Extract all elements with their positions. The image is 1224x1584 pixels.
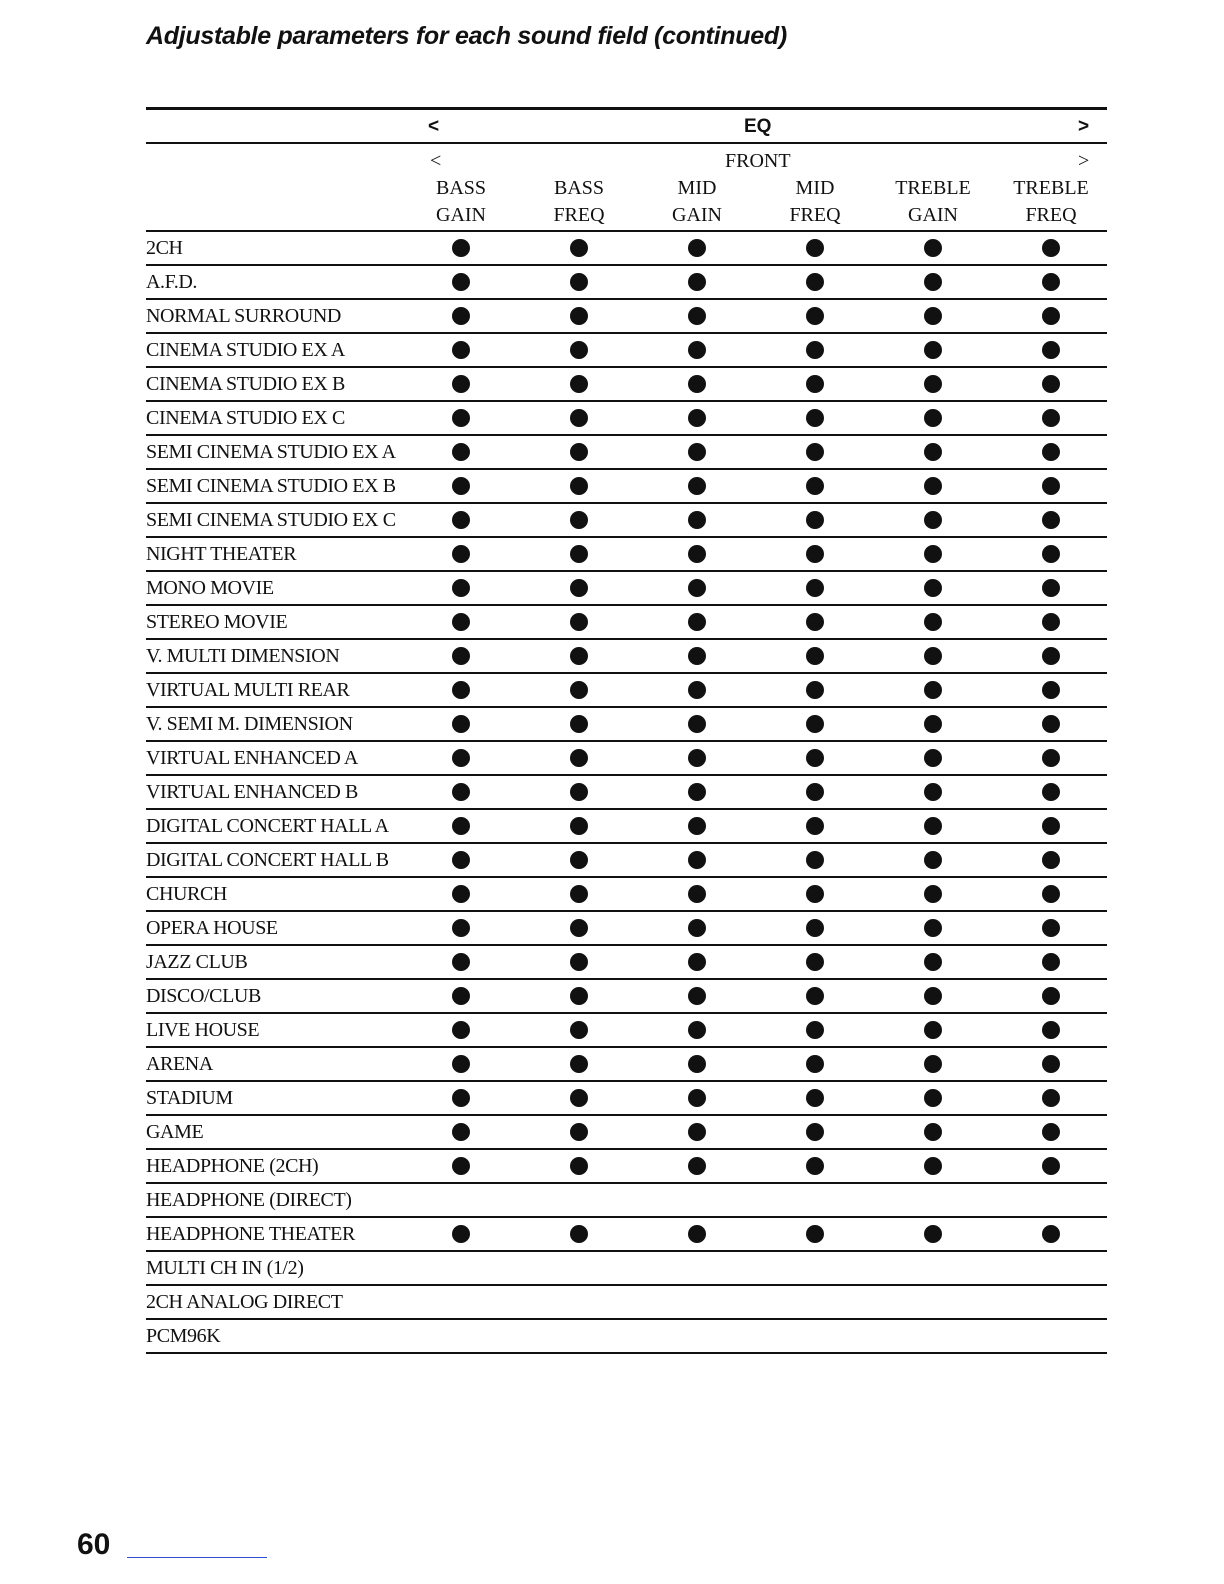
eq-header-row [146,110,1107,142]
adjustable-dot-icon [924,273,942,291]
sound-field-name: STADIUM [146,1087,233,1109]
adjustable-dot-icon [688,443,706,461]
adjustable-dot-icon [570,511,588,529]
adjustable-dot-icon [1042,375,1060,393]
adjustable-dot-icon [806,1157,824,1175]
adjustable-dot-icon [688,885,706,903]
adjustable-dot-icon [1042,851,1060,869]
adjustable-dot-icon [924,919,942,937]
sound-field-name: V. MULTI DIMENSION [146,645,340,667]
adjustable-dot-icon [1042,1055,1060,1073]
adjustable-dot-icon [570,477,588,495]
adjustable-dot-icon [924,817,942,835]
adjustable-dot-icon [452,715,470,733]
adjustable-dot-icon [688,783,706,801]
adjustable-dot-icon [924,1157,942,1175]
table-row [146,232,1107,266]
adjustable-dot-icon [688,613,706,631]
adjustable-dot-icon [688,511,706,529]
table-row [146,470,1107,504]
adjustable-dot-icon [570,1157,588,1175]
adjustable-dot-icon [452,239,470,257]
adjustable-dot-icon [452,749,470,767]
column-header-line2: FREQ [789,204,841,226]
adjustable-dot-icon [806,715,824,733]
adjustable-dot-icon [688,1157,706,1175]
adjustable-dot-icon [924,341,942,359]
column-header-line1: TREBLE [895,177,971,199]
table-row [146,1150,1107,1184]
adjustable-dot-icon [806,681,824,699]
table-row [146,1116,1107,1150]
adjustable-dot-icon [570,1089,588,1107]
adjustable-dot-icon [688,273,706,291]
adjustable-dot-icon [570,851,588,869]
adjustable-dot-icon [924,987,942,1005]
table-row [146,266,1107,300]
sound-field-name: VIRTUAL ENHANCED B [146,781,358,803]
sound-field-name: OPERA HOUSE [146,917,278,939]
adjustable-dot-icon [924,1225,942,1243]
adjustable-dot-icon [1042,511,1060,529]
adjustable-dot-icon [1042,273,1060,291]
adjustable-dot-icon [570,579,588,597]
adjustable-dot-icon [1042,409,1060,427]
adjustable-dot-icon [452,1225,470,1243]
adjustable-dot-icon [1042,613,1060,631]
table-row [146,402,1107,436]
column-header-line1: MID [795,177,835,199]
adjustable-dot-icon [806,647,824,665]
adjustable-dot-icon [806,987,824,1005]
adjustable-dot-icon [452,511,470,529]
sound-field-name: DIGITAL CONCERT HALL A [146,815,389,837]
adjustable-dot-icon [1042,545,1060,563]
adjustable-dot-icon [570,647,588,665]
sound-field-name: 2CH ANALOG DIRECT [146,1291,343,1313]
adjustable-dot-icon [570,681,588,699]
adjustable-dot-icon [1042,987,1060,1005]
adjustable-dot-icon [688,1089,706,1107]
sound-field-name: DISCO/CLUB [146,985,261,1007]
column-header [874,175,992,229]
adjustable-dot-icon [806,1123,824,1141]
adjustable-dot-icon [806,851,824,869]
adjustable-dot-icon [1042,1157,1060,1175]
front-label: FRONT [725,150,791,172]
adjustable-dot-icon [806,749,824,767]
adjustable-dot-icon [806,783,824,801]
adjustable-dot-icon [924,681,942,699]
sound-field-name: MULTI CH IN (1/2) [146,1257,304,1279]
adjustable-dot-icon [1042,443,1060,461]
parameters-table [146,107,1107,1354]
adjustable-dot-icon [1042,715,1060,733]
table-row [146,912,1107,946]
adjustable-dot-icon [924,1089,942,1107]
adjustable-dot-icon [452,987,470,1005]
sound-field-name: DIGITAL CONCERT HALL B [146,849,389,871]
sound-field-name: HEADPHONE THEATER [146,1223,355,1245]
table-row [146,1048,1107,1082]
adjustable-dot-icon [570,987,588,1005]
adjustable-dot-icon [688,545,706,563]
adjustable-dot-icon [1042,647,1060,665]
table-row [146,640,1107,674]
adjustable-dot-icon [806,443,824,461]
adjustable-dot-icon [924,409,942,427]
adjustable-dot-icon [806,579,824,597]
adjustable-dot-icon [806,341,824,359]
adjustable-dot-icon [924,647,942,665]
sound-field-name: NIGHT THEATER [146,543,297,565]
adjustable-dot-icon [688,987,706,1005]
sound-field-name: SEMI CINEMA STUDIO EX B [146,475,396,497]
column-header-line2: FREQ [1025,204,1077,226]
adjustable-dot-icon [688,409,706,427]
adjustable-dot-icon [924,613,942,631]
sound-field-name: CINEMA STUDIO EX B [146,373,345,395]
adjustable-dot-icon [570,613,588,631]
adjustable-dot-icon [1042,477,1060,495]
table-row [146,572,1107,606]
adjustable-dot-icon [452,477,470,495]
adjustable-dot-icon [924,749,942,767]
column-header [402,175,520,229]
adjustable-dot-icon [452,409,470,427]
adjustable-dot-icon [806,477,824,495]
table-row [146,946,1107,980]
table-row [146,606,1107,640]
adjustable-dot-icon [688,1225,706,1243]
adjustable-dot-icon [688,919,706,937]
adjustable-dot-icon [452,1055,470,1073]
sound-field-name: SEMI CINEMA STUDIO EX A [146,441,396,463]
adjustable-dot-icon [806,953,824,971]
adjustable-dot-icon [924,783,942,801]
adjustable-dot-icon [570,443,588,461]
adjustable-dot-icon [806,511,824,529]
column-header [638,175,756,229]
adjustable-dot-icon [924,511,942,529]
eq-left-bracket: < [428,116,440,137]
adjustable-dot-icon [452,647,470,665]
adjustable-dot-icon [570,919,588,937]
adjustable-dot-icon [806,239,824,257]
column-header-line2: FREQ [553,204,605,226]
adjustable-dot-icon [688,375,706,393]
adjustable-dot-icon [806,545,824,563]
adjustable-dot-icon [688,1055,706,1073]
adjustable-dot-icon [570,749,588,767]
adjustable-dot-icon [452,579,470,597]
adjustable-dot-icon [924,545,942,563]
adjustable-dot-icon [688,239,706,257]
adjustable-dot-icon [1042,749,1060,767]
adjustable-dot-icon [452,885,470,903]
adjustable-dot-icon [452,1157,470,1175]
column-header-line1: MID [677,177,717,199]
adjustable-dot-icon [1042,1021,1060,1039]
table-row [146,1286,1107,1320]
adjustable-dot-icon [1042,341,1060,359]
table-row [146,300,1107,334]
adjustable-dot-icon [806,409,824,427]
table-row [146,1184,1107,1218]
adjustable-dot-icon [452,1123,470,1141]
adjustable-dot-icon [452,307,470,325]
adjustable-dot-icon [452,919,470,937]
adjustable-dot-icon [688,681,706,699]
adjustable-dot-icon [806,307,824,325]
adjustable-dot-icon [688,749,706,767]
table-row [146,878,1107,912]
eq-right-bracket: > [1078,116,1090,137]
adjustable-dot-icon [1042,1089,1060,1107]
adjustable-dot-icon [924,307,942,325]
table-row [146,1082,1107,1116]
sound-field-name: LIVE HOUSE [146,1019,260,1041]
adjustable-dot-icon [1042,307,1060,325]
adjustable-dot-icon [1042,919,1060,937]
sound-field-name: HEADPHONE (2CH) [146,1155,319,1177]
adjustable-dot-icon [570,1055,588,1073]
table-row [146,1014,1107,1048]
adjustable-dot-icon [570,1225,588,1243]
sound-field-name: NORMAL SURROUND [146,305,341,327]
adjustable-dot-icon [570,715,588,733]
adjustable-dot-icon [452,375,470,393]
sound-field-name: GAME [146,1121,204,1143]
front-left-bracket: < [430,150,442,172]
adjustable-dot-icon [924,239,942,257]
sound-field-name: MONO MOVIE [146,577,274,599]
sound-field-name: STEREO MOVIE [146,611,288,633]
adjustable-dot-icon [806,375,824,393]
adjustable-dot-icon [924,579,942,597]
adjustable-dot-icon [452,341,470,359]
adjustable-dot-icon [688,477,706,495]
front-right-bracket: > [1078,150,1090,172]
adjustable-dot-icon [570,545,588,563]
adjustable-dot-icon [924,477,942,495]
table-row [146,1252,1107,1286]
table-row [146,810,1107,844]
adjustable-dot-icon [452,783,470,801]
sound-field-name: CINEMA STUDIO EX A [146,339,345,361]
adjustable-dot-icon [452,1021,470,1039]
adjustable-dot-icon [924,953,942,971]
adjustable-dot-icon [1042,681,1060,699]
adjustable-dot-icon [570,239,588,257]
sound-field-name: PCM96K [146,1325,221,1347]
table-row [146,742,1107,776]
eq-label: EQ [744,116,772,137]
adjustable-dot-icon [688,647,706,665]
adjustable-dot-icon [924,1123,942,1141]
column-header-line2: GAIN [436,204,486,226]
adjustable-dot-icon [1042,579,1060,597]
adjustable-dot-icon [452,545,470,563]
adjustable-dot-icon [924,375,942,393]
table-row [146,980,1107,1014]
adjustable-dot-icon [452,613,470,631]
table-row [146,1218,1107,1252]
adjustable-dot-icon [924,885,942,903]
adjustable-dot-icon [806,273,824,291]
column-header-line2: GAIN [672,204,722,226]
adjustable-dot-icon [452,443,470,461]
page-title: Adjustable parameters for each sound field (continued) [146,22,787,50]
sound-field-name: 2CH [146,237,183,259]
adjustable-dot-icon [452,1089,470,1107]
table-row [146,538,1107,572]
adjustable-dot-icon [570,953,588,971]
table-row [146,504,1107,538]
adjustable-dot-icon [806,1225,824,1243]
sound-field-name: VIRTUAL MULTI REAR [146,679,350,701]
adjustable-dot-icon [688,1123,706,1141]
adjustable-dot-icon [1042,783,1060,801]
table-row [146,708,1107,742]
adjustable-dot-icon [1042,953,1060,971]
sound-field-name: ARENA [146,1053,213,1075]
column-header-line2: GAIN [908,204,958,226]
table-row [146,776,1107,810]
adjustable-dot-icon [570,341,588,359]
table-body [146,232,1107,1354]
adjustable-dot-icon [688,341,706,359]
table-row [146,334,1107,368]
adjustable-dot-icon [570,375,588,393]
adjustable-dot-icon [1042,817,1060,835]
adjustable-dot-icon [924,851,942,869]
adjustable-dot-icon [688,307,706,325]
sound-field-name: V. SEMI M. DIMENSION [146,713,353,735]
sound-field-name: CHURCH [146,883,227,905]
adjustable-dot-icon [570,273,588,291]
adjustable-dot-icon [924,1055,942,1073]
adjustable-dot-icon [688,1021,706,1039]
adjustable-dot-icon [688,817,706,835]
adjustable-dot-icon [924,1021,942,1039]
adjustable-dot-icon [452,681,470,699]
adjustable-dot-icon [806,1089,824,1107]
adjustable-dot-icon [452,273,470,291]
adjustable-dot-icon [570,1123,588,1141]
adjustable-dot-icon [806,1021,824,1039]
page-number-rule [127,1557,267,1558]
adjustable-dot-icon [1042,1225,1060,1243]
adjustable-dot-icon [688,851,706,869]
column-header [520,175,638,229]
adjustable-dot-icon [806,919,824,937]
table-row [146,368,1107,402]
sound-field-name: VIRTUAL ENHANCED A [146,747,358,769]
adjustable-dot-icon [688,953,706,971]
table-row [146,844,1107,878]
adjustable-dot-icon [1042,1123,1060,1141]
adjustable-dot-icon [570,1021,588,1039]
column-header [756,175,874,229]
column-header [992,175,1110,229]
adjustable-dot-icon [570,409,588,427]
adjustable-dot-icon [1042,885,1060,903]
adjustable-dot-icon [570,817,588,835]
sound-field-name: JAZZ CLUB [146,951,248,973]
adjustable-dot-icon [570,783,588,801]
adjustable-dot-icon [806,817,824,835]
adjustable-dot-icon [688,715,706,733]
adjustable-dot-icon [924,443,942,461]
adjustable-dot-icon [806,885,824,903]
adjustable-dot-icon [924,715,942,733]
adjustable-dot-icon [570,885,588,903]
sound-field-name: HEADPHONE (DIRECT) [146,1189,352,1211]
sound-field-name: SEMI CINEMA STUDIO EX C [146,509,396,531]
table-row [146,674,1107,708]
sound-field-name: A.F.D. [146,271,198,293]
adjustable-dot-icon [570,307,588,325]
column-header-line1: BASS [435,177,487,199]
adjustable-dot-icon [688,579,706,597]
adjustable-dot-icon [806,613,824,631]
page-number: 60 [77,1528,111,1561]
adjustable-dot-icon [452,817,470,835]
column-header-row [146,144,1107,230]
adjustable-dot-icon [1042,239,1060,257]
adjustable-dot-icon [452,851,470,869]
table-row [146,436,1107,470]
column-header-line1: BASS [553,177,605,199]
adjustable-dot-icon [452,953,470,971]
adjustable-dot-icon [806,1055,824,1073]
table-row [146,1320,1107,1354]
column-header-line1: TREBLE [1013,177,1089,199]
sound-field-name: CINEMA STUDIO EX C [146,407,345,429]
